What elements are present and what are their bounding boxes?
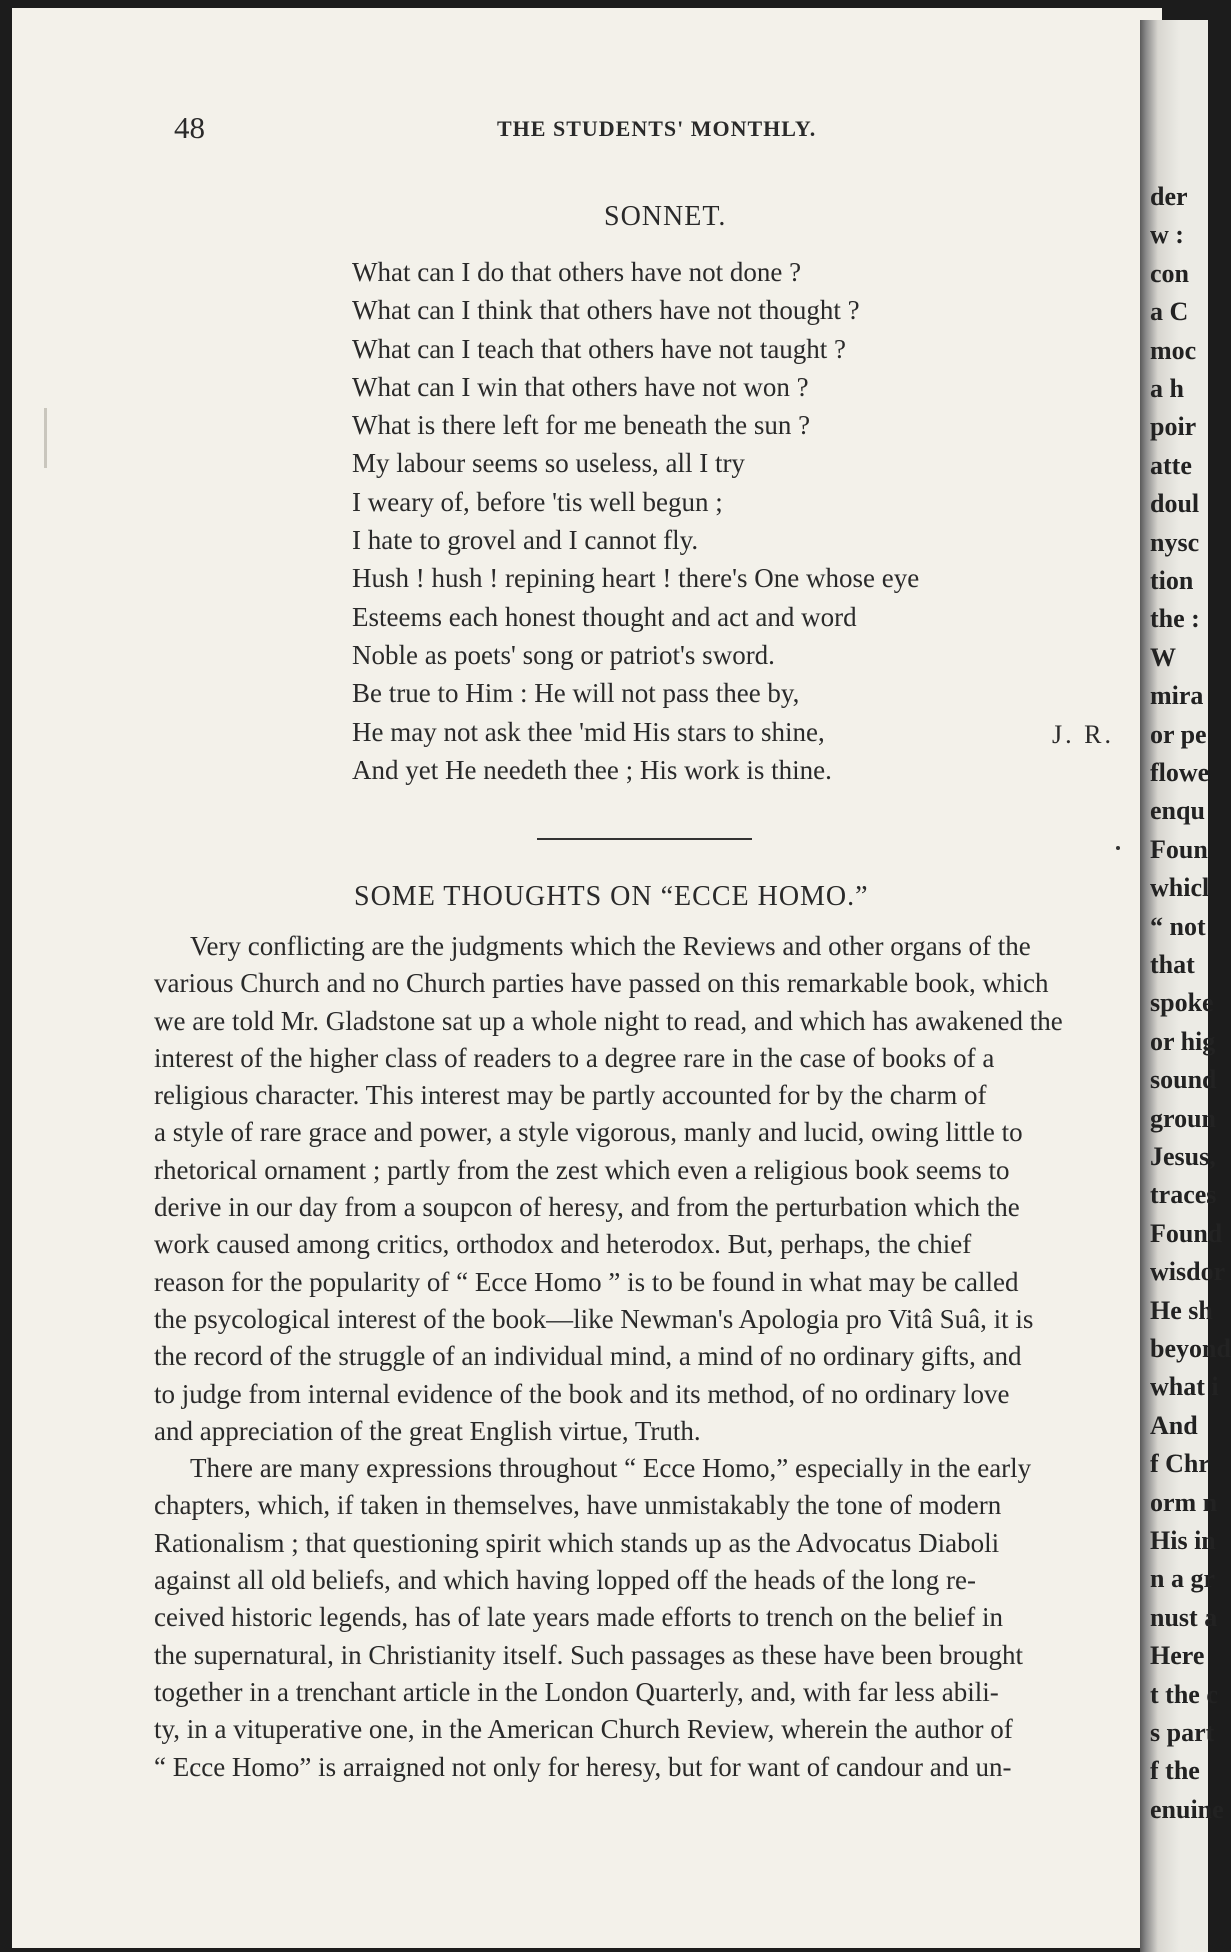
facing-page-fragment: doul [1150, 489, 1200, 519]
facing-page-fragment: flowe [1150, 758, 1210, 787]
essay-body [154, 928, 1154, 1786]
facing-page-fragment: der [1150, 182, 1188, 211]
facing-page-fragment: w : [1150, 220, 1184, 250]
facing-page-fragment: “ not [1150, 911, 1206, 941]
poem-line: He may not ask thee 'mid His stars to shine, [352, 716, 825, 747]
page-number: 48 [174, 110, 205, 145]
essay-line: and appreciation of the great English virtue, Truth. [154, 1415, 701, 1446]
facing-page-fragment: atte [1150, 450, 1192, 480]
facing-page-fragment: moc [1150, 335, 1197, 365]
facing-page-fragment: f Chr [1150, 1449, 1210, 1479]
essay-line: interest of the higher class of readers to a degree rare in the case of books of a [154, 1042, 995, 1073]
poem-title: SONNET. [604, 201, 727, 232]
facing-page-fragment: t the c [1150, 1679, 1218, 1709]
binding-shadow [44, 408, 47, 468]
facing-page-fragment: a C [1150, 297, 1189, 327]
poem-line: What can I think that others have not thought ? [352, 295, 860, 326]
essay-line: rhetorical ornament ; partly from the zest which even a religious book seems to [154, 1154, 1010, 1185]
essay-line: a style of rare grace and power, a style vigorous, manly and lucid, owing little to [154, 1117, 1023, 1148]
facing-page-fragment: groun [1150, 1103, 1216, 1133]
essay-line: Very conflicting are the judgments which the Reviews and other organs of the [190, 931, 1031, 961]
poem-line: And yet He needeth thee ; His work is thine. [352, 754, 832, 785]
facing-page-fragment: traces [1150, 1180, 1217, 1210]
facing-page-fragment: Here [1150, 1641, 1205, 1671]
essay-line: religious character. This interest may be partly accounted for by the charm of [154, 1080, 987, 1111]
facing-page-fragment: W [1150, 642, 1176, 672]
poem-body [352, 253, 1152, 789]
essay-line: ty, in a vituperative one, in the American Church Review, wherein the author of [154, 1714, 1013, 1745]
essay-line: derive in our day from a soupcon of heresy, and from the perturbation which the [154, 1192, 1020, 1223]
facing-page-fragment: Jesus, [1150, 1142, 1216, 1171]
essay-title: SOME THOUGHTS ON “ECCE HOMO.” [354, 881, 869, 912]
facing-page-fragment: what i [1150, 1372, 1219, 1402]
facing-page-fragment: Foun [1150, 834, 1208, 864]
essay-line: together in a trenchant article in the London Quarterly, and, with far less abili- [154, 1676, 999, 1707]
essay-line: There are many expressions throughout “ Ecce Homo,” especially in the early [190, 1453, 1032, 1484]
facing-page-fragment: whicl [1150, 873, 1210, 903]
essay-line: to judge from internal evidence of the book and its method, of no ordinary love [154, 1378, 1010, 1409]
poem-line: Noble as poets' song or patriot's sword. [352, 639, 775, 670]
essay-line: work caused among critics, orthodox and heterodox. But, perhaps, the chief [154, 1229, 972, 1260]
poem-line: I weary of, before 'tis well begun ; [352, 486, 723, 517]
essay-line: the record of the struggle of an individual mind, a mind of no ordinary gifts, and [154, 1341, 1022, 1372]
facing-page-fragment: nysc [1150, 527, 1200, 557]
book-page [12, 8, 1162, 1948]
essay-line: the psycological interest of the book—like Newman's Apologia pro Vitâ Suâ, it is [154, 1303, 1034, 1334]
essay-line: Rationalism ; that questioning spirit which stands up as the Advocatus Diaboli [154, 1527, 1000, 1558]
facing-page-fragment: poir [1150, 412, 1197, 442]
facing-page-fragment: enuine [1150, 1794, 1224, 1824]
facing-page-edge [1140, 20, 1231, 1952]
running-head [12, 110, 1152, 150]
facing-page-fragment: Found [1150, 1218, 1223, 1248]
facing-page-fragment: s part [1150, 1718, 1215, 1747]
poem-line: What can I win that others have not won ? [352, 371, 809, 402]
poem-line: What is there left for me beneath the sun ? [352, 410, 811, 441]
facing-page-fragment: f the [1150, 1756, 1200, 1786]
facing-page-fragment: or hig [1150, 1026, 1216, 1056]
essay-line: various Church and no Church parties have passed on this remarkable book, which [154, 968, 1049, 999]
poem-line: Hush ! hush ! repining heart ! there's One whose eye [352, 563, 920, 594]
facing-page-fragment: He sh [1150, 1295, 1213, 1325]
essay-line: against all old beliefs, and which having lopped off the heads of the long re- [154, 1565, 977, 1596]
section-divider [537, 838, 752, 840]
poem-signature: J. R. [1052, 720, 1114, 749]
essay-line: the supernatural, in Christianity itself. Such passages as these have been brought [154, 1639, 1024, 1670]
facing-page-fragment: mira [1150, 681, 1204, 711]
essay-line: reason for the popularity of “ Ecce Homo ” is to be found in what may be called [154, 1266, 1019, 1297]
poem-line: My labour seems so useless, all I try [352, 448, 745, 479]
journal-title: THE STUDENTS' MONTHLY. [497, 116, 817, 141]
facing-page-fragment: spoke [1150, 988, 1214, 1018]
essay-line: ceived historic legends, has of late years made efforts to trench on the belief in [154, 1602, 1003, 1633]
stray-mark [1116, 846, 1120, 850]
essay-line: “ Ecce Homo” is arraigned not only for heresy, but for want of candour and un- [154, 1751, 1012, 1782]
facing-page-fragment: n a gr [1150, 1564, 1215, 1594]
facing-page-fragment: His in [1150, 1526, 1216, 1555]
facing-page-fragment: tion [1150, 566, 1194, 595]
facing-page-fragment: beyond [1150, 1334, 1231, 1363]
facing-page-fragment: wisdor [1150, 1257, 1226, 1287]
facing-page-fragment: a h [1150, 374, 1184, 403]
facing-page-fragment: nust a [1150, 1602, 1218, 1632]
poem-line: What can I teach that others have not taught ? [352, 333, 847, 364]
essay-line: chapters, which, if taken in themselves, have unmistakably the tone of modern [154, 1490, 1002, 1521]
facing-page-fragment: or pe [1150, 719, 1207, 749]
facing-page-fragment: the : [1150, 604, 1200, 634]
poem-line: What can I do that others have not done ? [352, 257, 802, 287]
poem-line: Be true to Him : He will not pass thee by, [352, 678, 800, 709]
facing-page-fragment: orm n [1150, 1487, 1218, 1517]
facing-page-fragment: con [1150, 258, 1189, 288]
poem-line: Esteems each honest thought and act and word [352, 601, 857, 632]
facing-page-fragment: that [1150, 950, 1195, 979]
facing-page-fragment: sound [1150, 1065, 1217, 1095]
facing-page-fragment: And [1150, 1410, 1198, 1440]
facing-page-fragment: enqu [1150, 796, 1205, 826]
poem-line: I hate to grovel and I cannot fly. [352, 525, 699, 556]
essay-line: we are told Mr. Gladstone sat up a whole night to read, and which has awakened the [154, 1005, 1063, 1036]
